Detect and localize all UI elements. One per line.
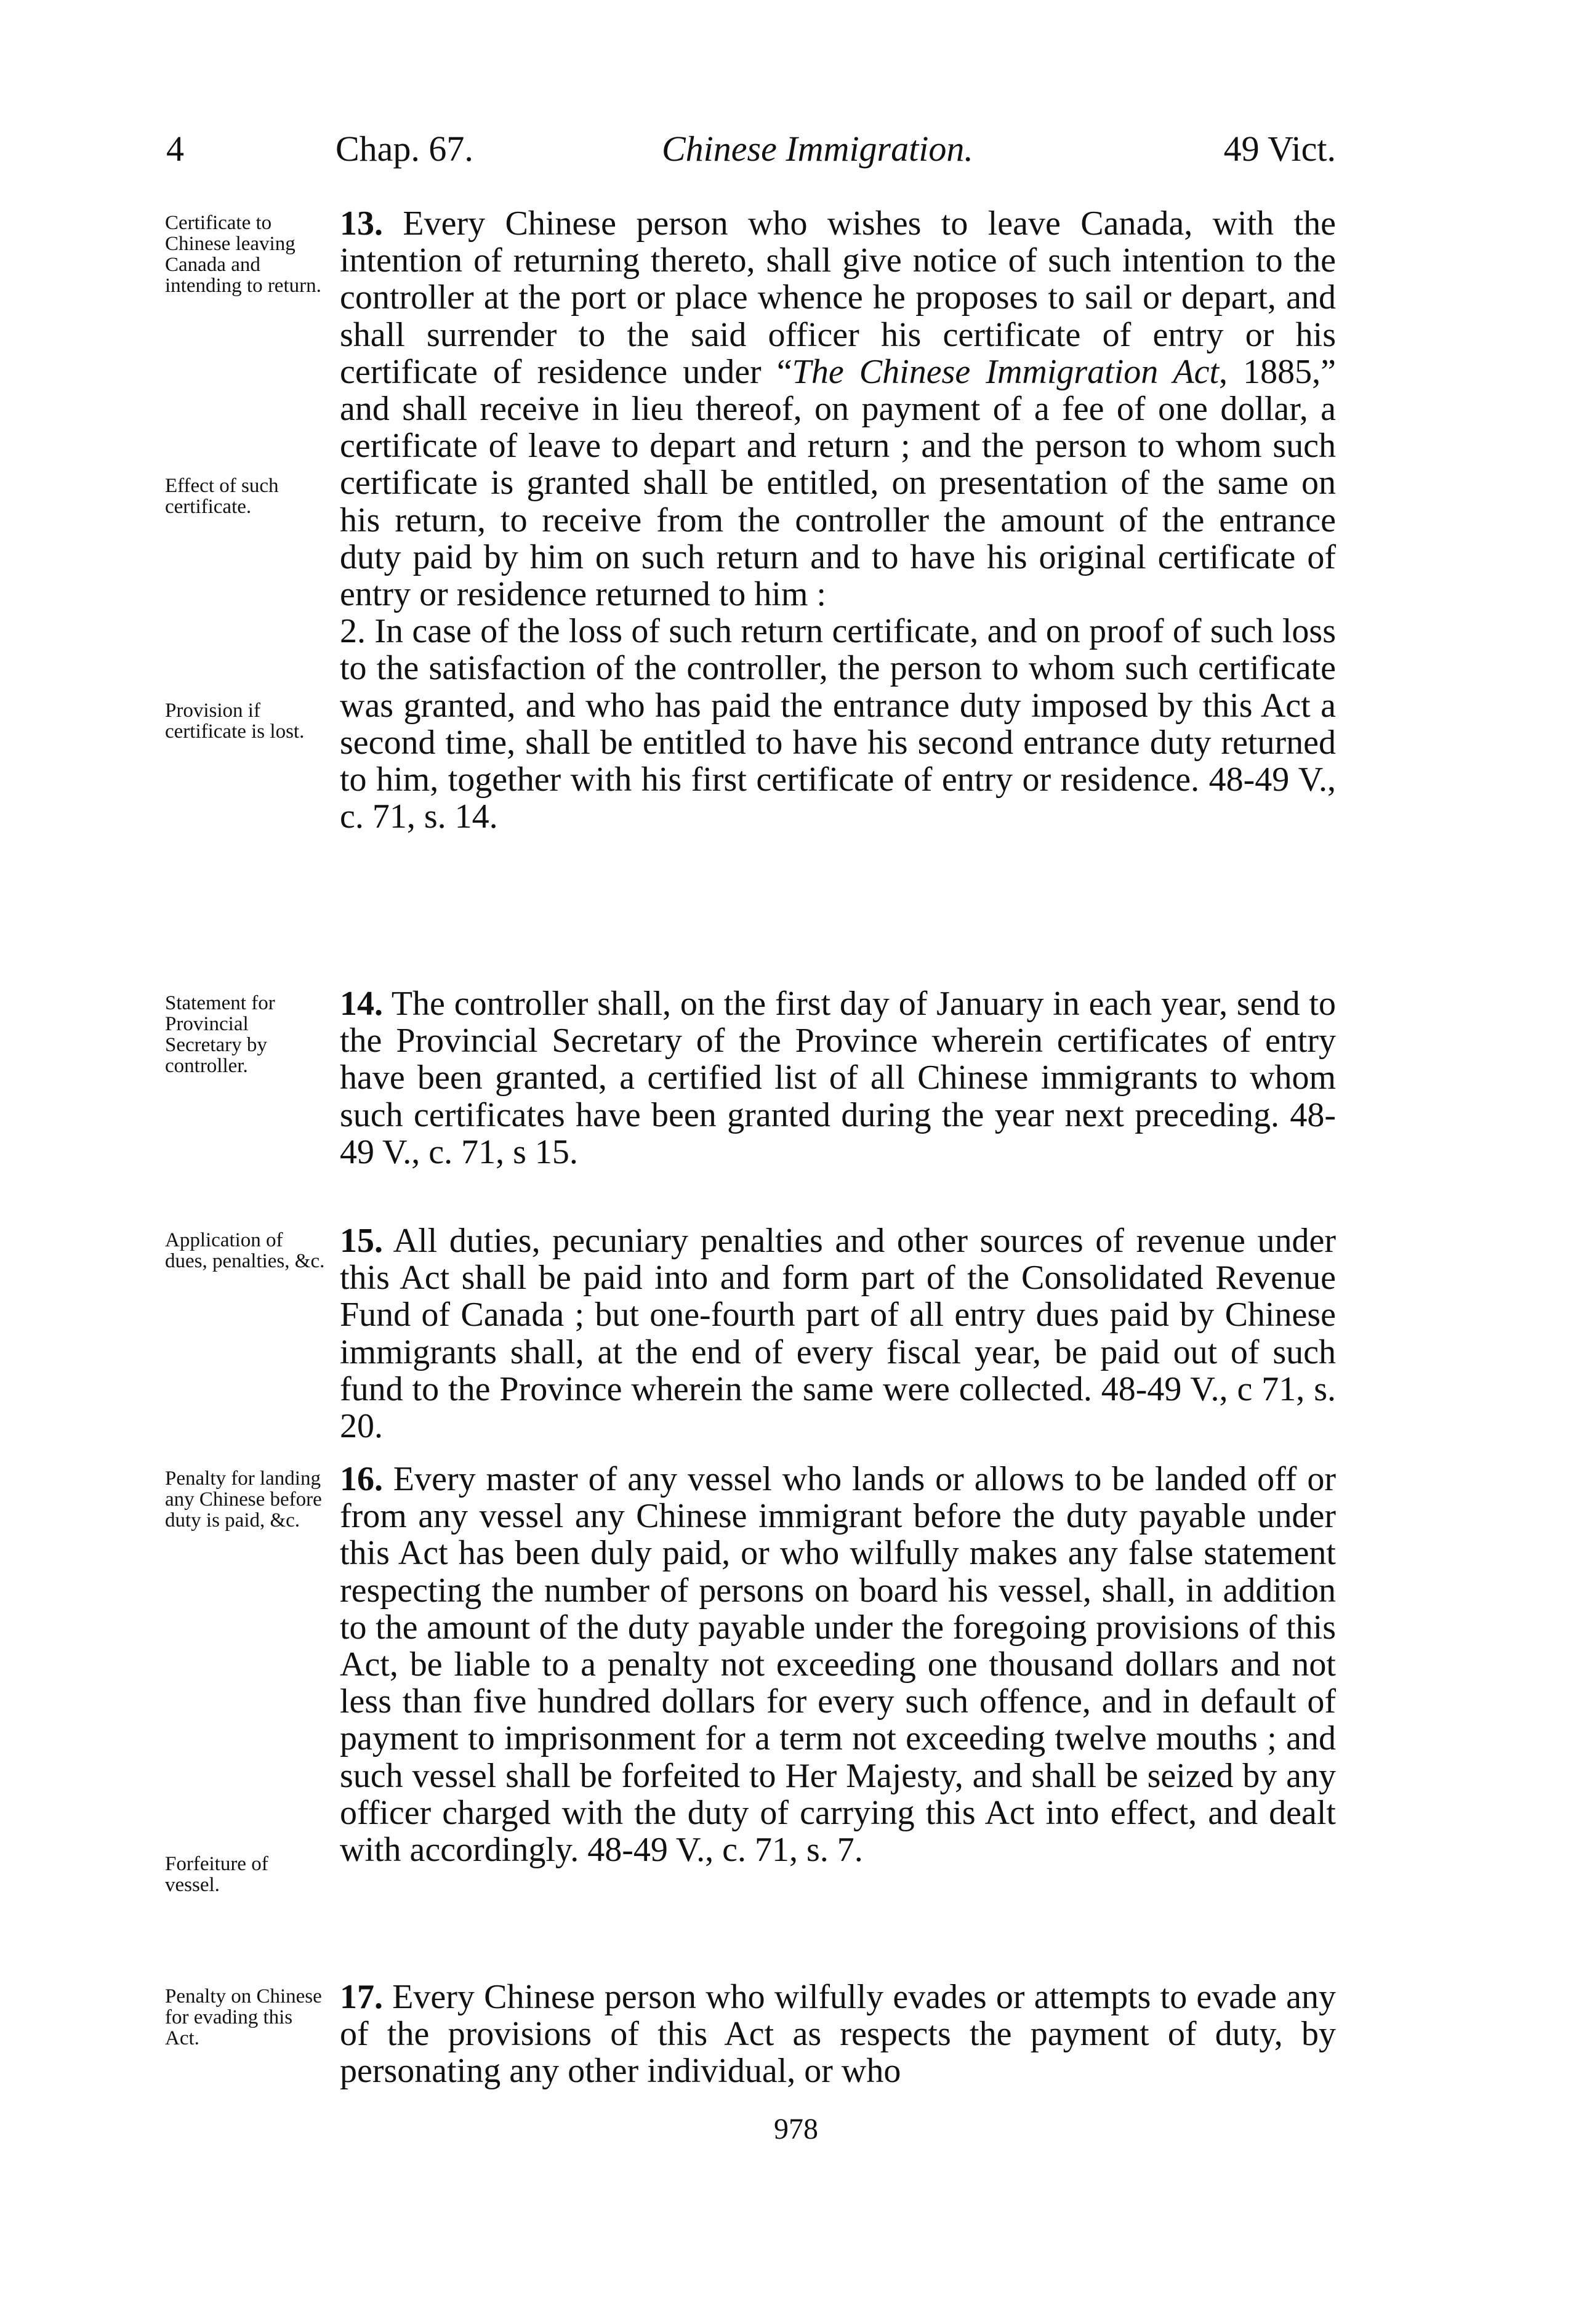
margin-note-penalty-landing: Penalty for landing any Chinese before duty is paid, &c. <box>165 1467 322 1531</box>
running-header <box>166 128 1336 184</box>
margin-note-forfeiture-vessel: Forfeiture of vessel. <box>165 1853 268 1896</box>
margin-note-application-dues: Application of dues, penalties, &c. <box>165 1229 325 1272</box>
section-16-text: Every master of any vessel who lands or allows to be landed off or from any vessel any Chinese immigrant before the duty payable under this Act has been duly paid, or who wilfully makes any false statement respecting the number of persons on board his vessel, shall, in addition to the amount of the duty payable under the foregoing provisions of this Act, be liable to a penalty not exceeding one thousand dollars and not less than five hundred dollars for every such offence, and in default of payment to imprisonment for a term not exceeding twelve mouths ; and such vessel shall be forfeited to Her Majesty, and shall be seized by any officer charged with the duty of carrying this Act into effect, and dealt with accordingly. 48-49 V., c. 71, s. 7. <box>340 1460 1337 1870</box>
section-17 <box>340 1979 1336 2090</box>
header-title: Chinese Immigration. <box>662 129 973 169</box>
section-17-text: Every Chinese person who wilfully evades or attempts to evade any of the provisions of this Act as respects the payment of duty, by personating any other individual, or who <box>340 1978 1337 2091</box>
margin-note-certificate-leaving: Certificate to Chinese leaving Canada and intending to return. <box>165 212 321 297</box>
section-16 <box>340 1461 1336 1868</box>
section-16-body <box>340 1461 1336 1868</box>
margin-note-penalty-evading: Penalty on Chinese for evading this Act. <box>165 1985 322 2049</box>
footer-page-number: 978 <box>774 2113 818 2145</box>
section-14-number: 14. <box>340 985 383 1023</box>
section-13-subsection-2: 2. In case of the loss of such return certificate, and on proof of such loss to the satisfaction of the controller, the person to whom such certificate was granted, and who has paid the entrance duty imposed by this Act a second time, shall be entitled to have his second entrance duty returned to him, together with his first certificate of entry or residence. 48-49 V., c. 71, s. 14. <box>340 612 1336 836</box>
section-16-number: 16. <box>340 1460 383 1498</box>
section-17-number: 17. <box>340 1978 383 2016</box>
header-regnal-year: 49 Vict. <box>1223 129 1336 169</box>
section-15-number: 15. <box>340 1222 383 1260</box>
section-15 <box>340 1222 1336 1445</box>
margin-note-effect-certificate: Effect of such certificate. <box>165 475 279 518</box>
section-14-body <box>340 985 1336 1171</box>
section-17-body <box>340 1979 1336 2090</box>
section-13-text-b: , 1885,” and shall receive in lieu thereof, on payment of a fee of one dollar, a certificate of leave to depart and return ; and the person to whom such certificate is granted shall be entitled, on presentation of the same on his return, to receive from the controller the amount of the entrance duty paid by him on such return and to have his original certificate of entry or residence returned to him : <box>340 352 1336 614</box>
header-page-number: 4 <box>166 129 184 169</box>
section-14-text: The controller shall, on the first day of January in each year, send to the Provincial Secretary of the Province wherein certificates of entry have been granted, a certified list of all Chinese immigrants to whom such certificates have been granted during the year next preceding. 48-49 V., c. 71, s 15. <box>340 985 1336 1171</box>
section-13-number: 13. <box>340 204 383 243</box>
section-13-text-a: Every Chinese person who wishes to leave Canada, with the intention of returning thereto, shall give notice of such intention to the controller at the port or place whence he proposes to sail or depart, and shall surrender to the said officer his certificate of entry or his certificate of residence under “ <box>340 204 1336 391</box>
section-13-act-name: The Chinese Immigration Act <box>792 352 1220 391</box>
header-chapter: Chap. 67. <box>336 129 473 169</box>
section-15-text: All duties, pecuniary penalties and other sources of revenue under this Act shall be paid into and form part of the Consolidated Revenue Fund of Canada ; but one-fourth part of all entry dues paid by Chinese immigrants shall, at the end of every fiscal year, be paid out of such fund to the Province wherein the same were collected. 48-49 V., c 71, s. 20. <box>340 1222 1336 1446</box>
section-13 <box>340 205 1336 835</box>
section-14 <box>340 985 1336 1171</box>
margin-note-statement-provincial: Statement for Provincial Secretary by controller. <box>165 992 275 1077</box>
section-15-body <box>340 1222 1336 1445</box>
margin-note-certificate-lost: Provision if certificate is lost. <box>165 700 305 743</box>
section-13-body <box>340 205 1336 613</box>
